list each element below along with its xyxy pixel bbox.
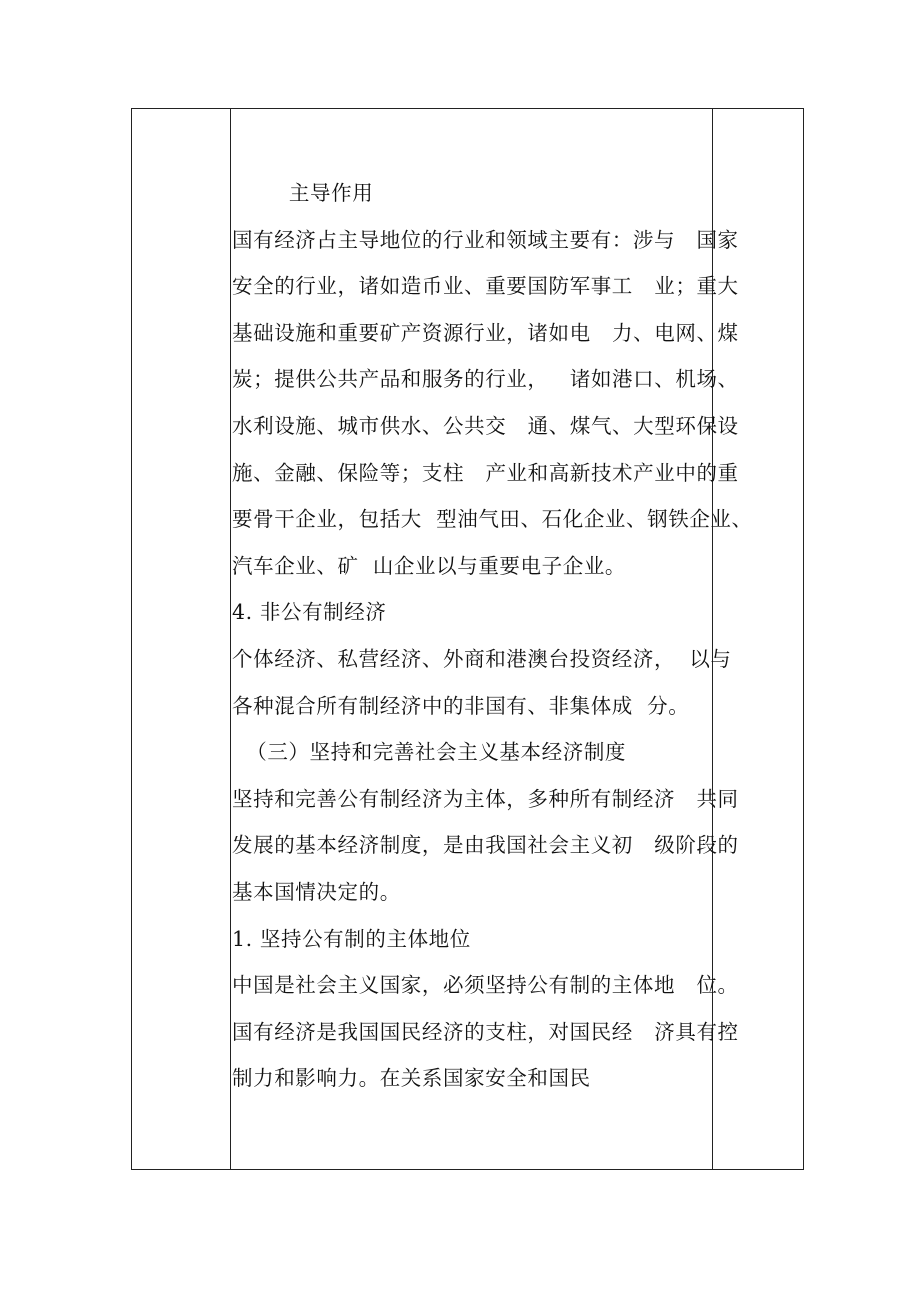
text-line: 汽车企业、矿 山企业以与重要电子企业。 (232, 553, 627, 578)
text-line: 水利设施、城市供水、公共交 通、煤气、大型环保设 (232, 413, 739, 438)
text-line: 要骨干企业，包括大 型油气田、石化企业、钢铁企业、 (232, 507, 753, 532)
main-text-cell (232, 170, 753, 1102)
text-line: 个体经济、私营经济、外商和港澳台投资经济， 以与 (232, 646, 732, 671)
section-heading: 1. 坚持公有制的主体地位 (232, 926, 471, 951)
column-divider-left (230, 109, 231, 1169)
text-line: 国有经济是我国国民经济的支柱，对国民经 济具有控 (232, 1019, 739, 1044)
column-divider-right (712, 109, 713, 1169)
text-line: 基本国情决定的。 (232, 879, 401, 904)
text-line: 施、金融、保险等；支柱 产业和高新技术产业中的重 (232, 460, 739, 485)
text-line: 制力和影响力。在关系国家安全和国民 (232, 1066, 591, 1091)
text-line: 各种混合所有制经济中的非国有、非集体成 分。 (232, 693, 690, 718)
section-heading: （三）坚持和完善社会主义基本经济制度 (232, 740, 627, 765)
text-line: 发展的基本经济制度，是由我国社会主义初 级阶段的 (232, 833, 739, 858)
text-line: 炭；提供公共产品和服务的行业， 诸如港口、机场、 (232, 367, 739, 392)
text-line: 主导作用 (232, 181, 374, 205)
text-line: 国有经济占主导地位的行业和领域主要有：涉与 国家 (232, 227, 739, 252)
text-line: 基础设施和重要矿产资源行业，诸如电 力、电网、煤 (232, 320, 739, 345)
section-heading: 4. 非公有制经济 (232, 600, 387, 625)
text-line: 坚持和完善公有制经济为主体，多种所有制经济 共同 (232, 786, 739, 811)
text-line: 中国是社会主义国家，必须坚持公有制的主体地 位。 (232, 973, 739, 998)
text-line: 安全的行业，诸如造币业、重要国防军事工 业；重大 (232, 274, 739, 299)
